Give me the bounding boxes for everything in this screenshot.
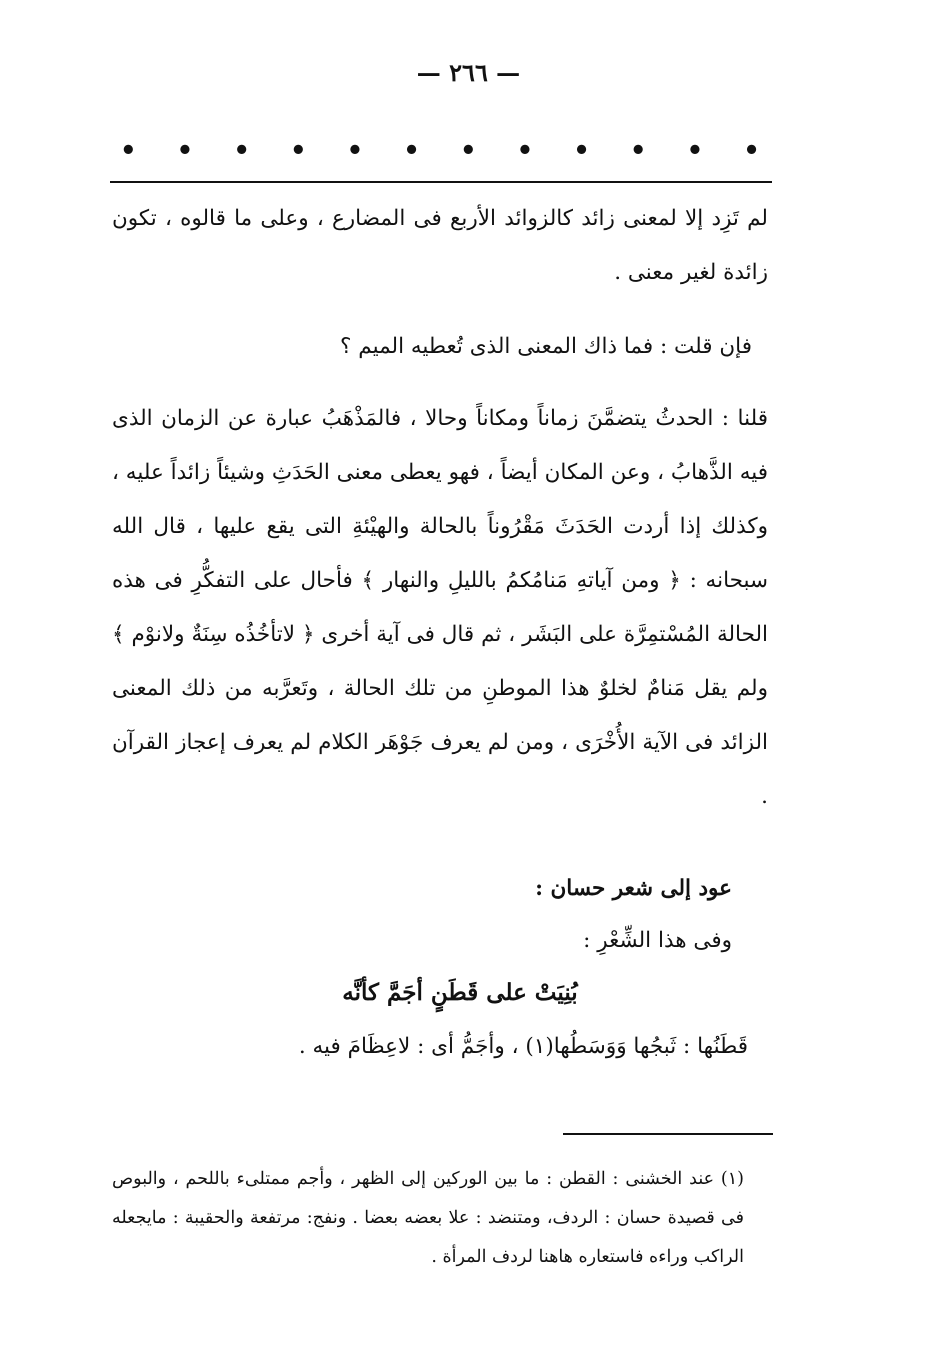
answer-paragraph: قلنا : الحدثُ يتضمَّنَ زماناً ومكاناً وحالا ، فالمَذْهَبُ عبارة عن الزمان الذى فيه الذَّهابُ ، وعن المكان أيضاً ، فهو يعطى معنى الحَدَثِ وشيئاً زائداً عليه ، وكذلك إذا أردت الحَدَثَ مَقْرُوناً بالحالة والهيْئةِ التى يقع عليها ، قال الله سبحانه : ﴿ ومن آياتهِ مَنامُكمُ بالليلِ والنهار ﴾ فأحال على التفكُّرِ فى هذه الحالة المُسْتمِرَّة على البَشَر ، ثم قال فى آية أخرى ﴿ لاتأخُذُه سِنَةٌ ولانوْم ﴾ ولم يقل مَنامٌ لخلوٌ هذا الموطنِ من تلك الحالة ، وتَعرَّبه من ذلك المعنى الزائد فى الآية الأُخْرَى ، ومن لم يعرف جَوْهَر الكلام لم يعرف إعجاز القرآن . [112, 406, 768, 809]
dot: • [573, 136, 590, 166]
dot: • [120, 136, 137, 166]
dot: • [743, 136, 760, 166]
question-paragraph: فإن قلت : فما ذاك المعنى الذى تُعطيه الميم ؟ [340, 334, 752, 359]
main-text [112, 192, 768, 1074]
dot: • [176, 136, 194, 166]
dot: • [459, 136, 477, 166]
dot: • [233, 136, 250, 166]
footnote [112, 1160, 772, 1277]
dot: • [346, 136, 364, 166]
dot: • [516, 136, 534, 166]
dot-separator [120, 136, 760, 166]
dot: • [403, 136, 420, 166]
paragraph-continuation: لم تَزِد إلا لمعنى زائد كالزوائد الأربع فى المضارع ، وعلى ما قالوه ، تكون زائدة لغير معنى . [112, 206, 768, 285]
dot: • [686, 136, 704, 166]
section-subheading: وفى هذا الشِّعْرِ : [583, 928, 732, 953]
dot: • [629, 136, 647, 166]
footnote-rule [563, 1133, 773, 1135]
verse-gloss: قَطَنُها : ثَبجُها وَوَسَطُها(١) ، وأجَمُّ أى : لاعِظَامَ فيه . [298, 1034, 748, 1059]
section-heading: عود إلى شعر حسان : [535, 876, 732, 901]
page-number: — ٢٦٦ — [416, 58, 521, 87]
dot: • [289, 136, 307, 166]
header-rule [110, 181, 772, 183]
poetry-verse: بُنِيَتْ على قَطَنٍ أجَمَّ كأنَّه [342, 979, 578, 1006]
footnote-text: (١) عند الخشنى : القطن : ما بين الوركين إلى الظهر ، وأجم ممتلىء باللحم ، والبوص فى قصيدة حسان : الردف، ومتنضد : علا بعضه بعضا . ونفج: مرتفعة والحقيبة : مايجعله الراكب وراءه فاستعاره هاهنا لردف المرأة . [112, 1169, 744, 1267]
